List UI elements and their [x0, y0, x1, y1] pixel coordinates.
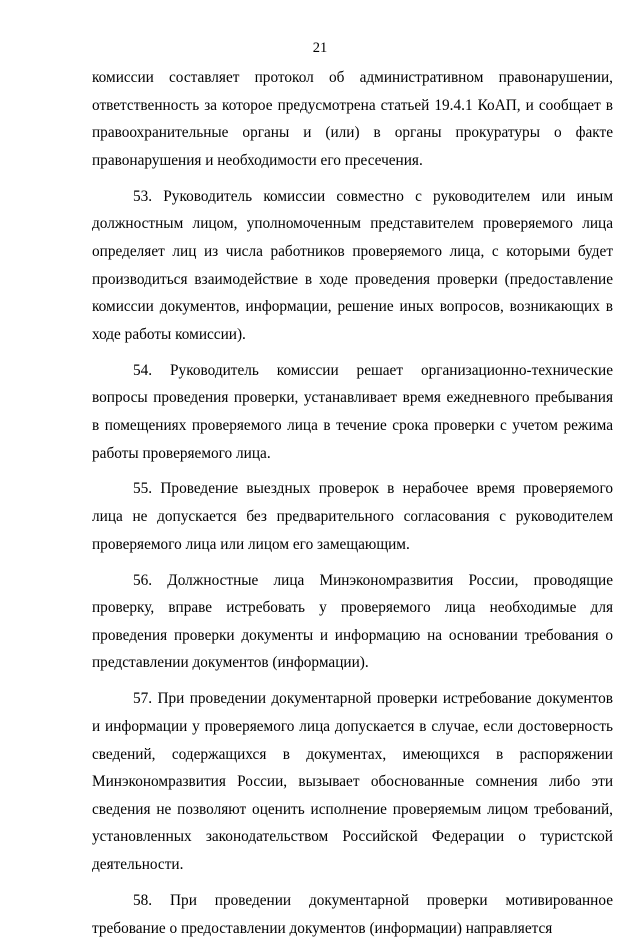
page-number: 21 [312, 40, 328, 56]
paragraph-56: 56. Должностные лица Минэкономразвития России, проводящие проверку, вправе истребовать у проверяемого лица необходимые для проведения проверки документы и информацию на основании требования о представлении документов (информации). [92, 571, 613, 672]
paragraph-53: 53. Руководитель комиссии совместно с руководителем или иным должностным лицом, уполномоченным представителем проверяемого лица определяет лиц из числа работников проверяемого лица, с которыми будет производиться взаимодействие в ходе проведения проверки (предоставление комиссии документов, информации, решение иных вопросов, возникающих в ходе работы комиссии). [92, 187, 613, 343]
paragraph-57: 57. При проведении документарной проверки истребование документов и информации у проверяемого лица допускается в случае, если достоверность сведений, содержащихся в документах, имеющихся в распоряжении Минэкономразвития России, вызывает обоснованные сомнения либо эти сведения не позволяют оценить исполнение проверяемым лицом требований, установленных законодательством Российской Федерации о туристской деятельности. [92, 690, 613, 873]
paragraph-54: 54. Руководитель комиссии решает организационно-технические вопросы проведения проверки, устанавливает время ежедневного пребывания в помещениях проверяемого лица в течение срока проверки с учетом режима работы проверяемого лица. [92, 361, 613, 462]
paragraph-continuation: комиссии составляет протокол об административном правонарушении, ответственность за которое предусмотрена статьей 19.4.1 КоАП, и сообщает в правоохранительные органы и (или) в органы прокуратуры о факте правонарушения и необходимости его пресечения. [92, 69, 613, 169]
paragraph-58: 58. При проведении документарной проверки мотивированное требование о предоставлении документов (информации) направляется [92, 891, 613, 937]
paragraph-55: 55. Проведение выездных проверок в нерабочее время проверяемого лица не допускается без предварительного согласования с руководителем проверяемого лица или лицом его замещающим. [92, 480, 613, 553]
document-body [92, 64, 613, 951]
